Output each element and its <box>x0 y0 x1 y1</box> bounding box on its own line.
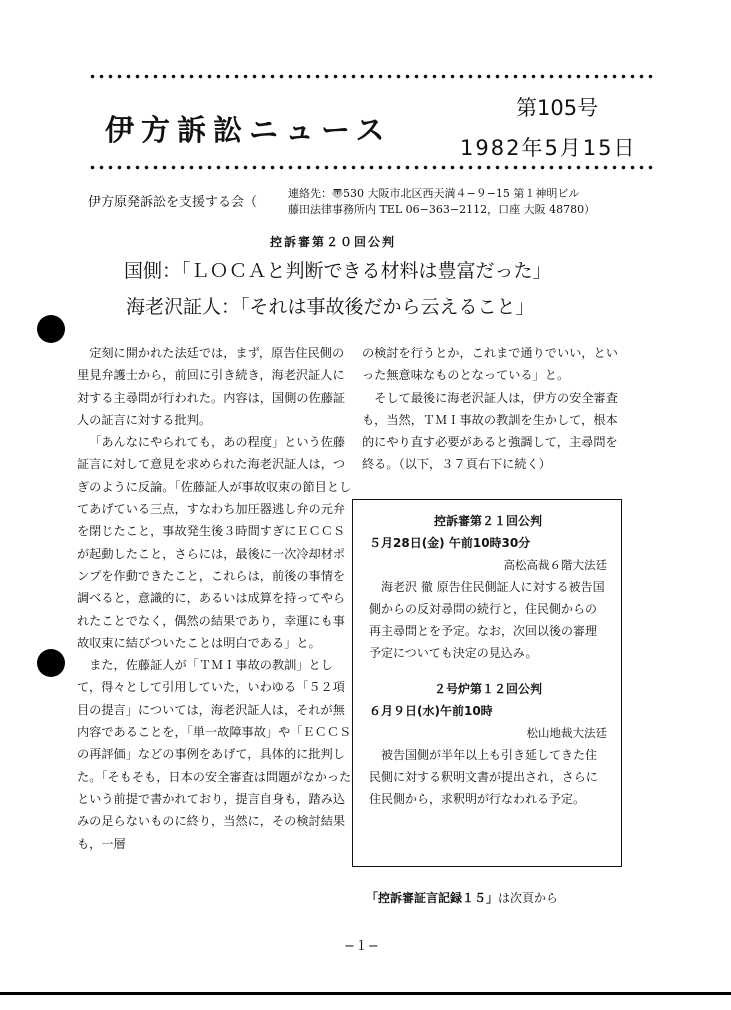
binder-punch-hole-upper <box>37 315 65 343</box>
issue-number: 第105号 <box>516 96 599 120</box>
article-paragraph: 定刻に開かれた法廷では，まず，原告住民側の里見弁護士から，前回に引き続き，海老沢証人に対する主尋問が行われた。内容は，国側の佐藤証人の証言に対する批判。 <box>77 346 346 427</box>
scan-edge-rule <box>0 992 731 995</box>
schedule-venue: 松山地裁大法廷 <box>526 726 607 740</box>
article-paragraph: そして最後に海老沢証人は，伊方の安全審査も，当然，ＴＭＩ事故の教訓を生かして，根本的にやり直す必要があると強調して，主尋問を終る。（以下，３７頁右下に続く） <box>362 390 618 472</box>
binder-punch-hole-lower <box>37 649 65 677</box>
schedule-spacer <box>369 664 607 678</box>
publisher-contact <box>288 186 595 218</box>
schedule-notice-box <box>352 499 622 867</box>
issue-date: 1982年5月15日 <box>460 136 637 160</box>
article-left-column <box>77 342 352 855</box>
contact-line-1: 連絡先：〠530 大阪市北区西天満４−９−15 第１神明ビル <box>288 187 580 200</box>
schedule-datetime: ５月28日(金) 午前10時30分 <box>369 536 531 550</box>
article-paragraph: の検討を行うとか，これまで通りでいい，といった無意味なものとなっている」と。 <box>362 346 618 383</box>
schedule-title: 控訴審第２１回公判 <box>433 514 542 528</box>
article-paragraph: また，佐藤証人が「ＴＭＩ事故の教訓」として，得々として引用していた，いわゆる「５２項目の提言」については，海老沢証人は，それが無内容であることを，「単一故障事故」や「ＥＣＣＳの再評価」などの事例をあげて，具体的に批判した。「そもそも，日本の安全審査は問題がなかったという前提で書かれており，提言自身も，踏み込みの足らないものに終り，当然に，その検討結果も，一層 <box>77 658 352 851</box>
continued-note <box>366 889 558 906</box>
headline-witness: 海老沢証人：「それは事故後だから云えること」 <box>126 296 535 318</box>
headline-government: 国側：「ＬＯＣＡと判断できる材料は豊富だった」 <box>124 260 552 282</box>
continued-note-title: 「控訴審証言記録１５」 <box>366 891 499 905</box>
article-right-column <box>362 342 624 476</box>
publisher-org: 伊方原発訴訟を支援する会（ <box>88 195 258 210</box>
schedule-venue: 高松高裁６階大法廷 <box>503 558 607 572</box>
article-paragraph: 「あんなにやられても，あの程度」という佐藤証言に対して意見を求められた海老沢証人は，つぎのように反論。「佐藤証人が事故収束の節目としてあげている三点，すなわち加圧器逃し弁の元弁を閉じたこと，事故発生後３時間すぎにＥＣＣＳが起動したこと，さらには，最後に一次冷却材ポンプを作動できたこと，これらは，前後の事情を調べると，意識的に，あるいは成算を持ってやられたことでなく，偶然の結果であり，幸運にも事故収束に結びついたことは明白である」と。 <box>77 435 352 650</box>
trial-heading: 控訴審第２０回公判 <box>270 235 397 249</box>
header-dotted-rule-bottom <box>88 164 653 171</box>
newsletter-title: 伊方訴訟ニュース <box>105 113 392 147</box>
schedule-title: ２号炉第１２回公判 <box>433 682 542 696</box>
schedule-description: 被告国側が半年以上も引き延してきた住民側に対する釈明文書が提出され，さらに住民側から，求釈明が行なわれる予定。 <box>369 748 598 806</box>
header-dotted-rule-top <box>88 73 653 80</box>
schedule-description: 海老沢 徹 原告住民側証人に対する被告国側からの反対尋問の続行と，住民側からの再主尋問とを予定。なお，次回以後の審理予定についても決定の見込み。 <box>369 580 605 660</box>
page-number: −１− <box>344 939 379 954</box>
continued-note-rest: は次頁から <box>498 891 559 905</box>
contact-line-2: 藤田法律事務所内 TEL 06−363−2112，口座 大阪 48780） <box>288 203 596 216</box>
schedule-datetime: ６月９日(水)午前10時 <box>369 704 493 718</box>
